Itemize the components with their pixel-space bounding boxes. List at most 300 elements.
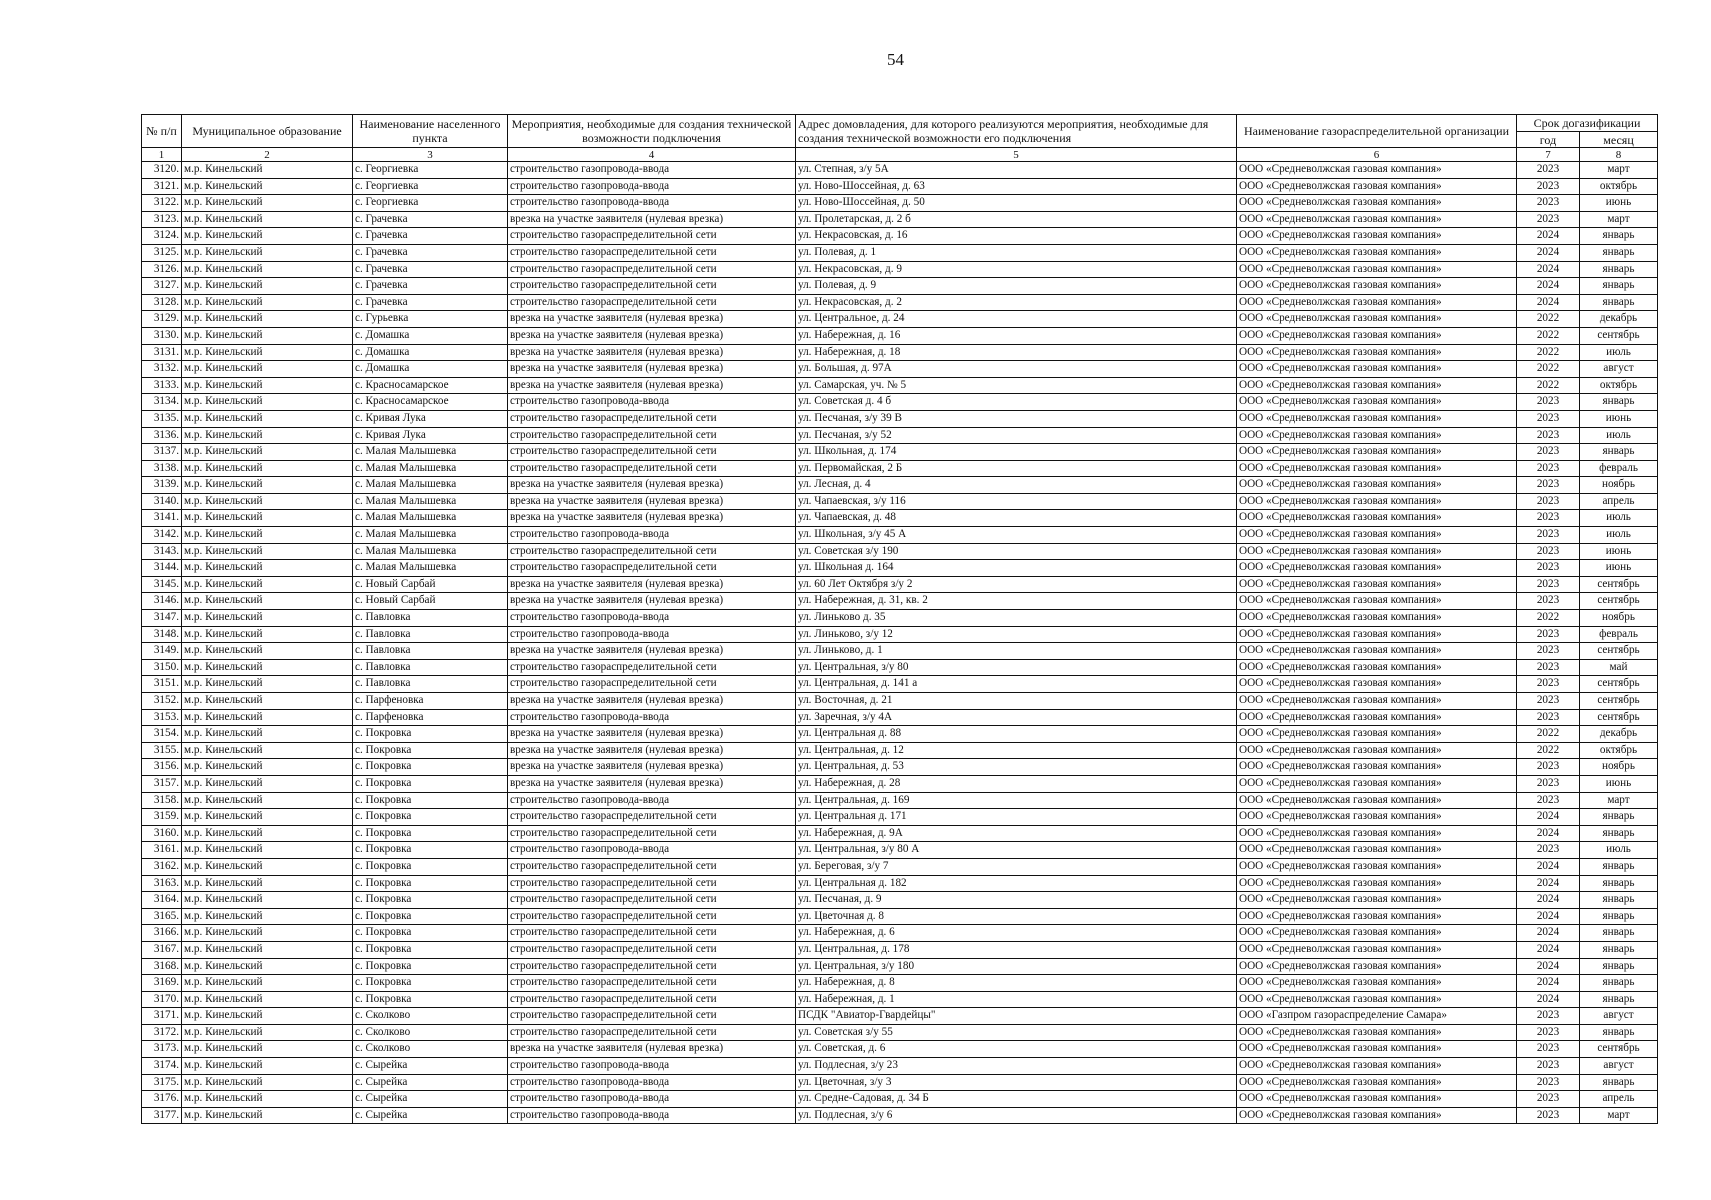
- year-cell: 2024: [1517, 261, 1580, 278]
- organization-cell: ООО «Средневолжская газовая компания»: [1237, 344, 1517, 361]
- address-cell: ул. Советская д. 4 б: [796, 394, 1237, 411]
- month-cell: август: [1580, 361, 1658, 378]
- row-number: 3124.: [142, 228, 182, 245]
- address-cell: ул. Лесная, д. 4: [796, 477, 1237, 494]
- organization-cell: ООО «Средневолжская газовая компания»: [1237, 327, 1517, 344]
- month-cell: январь: [1580, 1024, 1658, 1041]
- table-row: [142, 410, 1658, 427]
- table-row: [142, 659, 1658, 676]
- address-cell: ул. Центральная, д. 53: [796, 759, 1237, 776]
- organization-cell: ООО «Средневолжская газовая компания»: [1237, 444, 1517, 461]
- row-number: 3149.: [142, 643, 182, 660]
- settlement-cell: с. Покровка: [353, 925, 508, 942]
- table-row: [142, 875, 1658, 892]
- row-number: 3144.: [142, 560, 182, 577]
- year-cell: 2023: [1517, 709, 1580, 726]
- municipality-cell: м.р. Кинельский: [182, 278, 353, 295]
- municipality-cell: м.р. Кинельский: [182, 742, 353, 759]
- settlement-cell: с. Красносамарское: [353, 377, 508, 394]
- organization-cell: ООО «Средневолжская газовая компания»: [1237, 726, 1517, 743]
- row-number: 3131.: [142, 344, 182, 361]
- month-cell: июль: [1580, 344, 1658, 361]
- year-cell: 2023: [1517, 1058, 1580, 1075]
- table-row: [142, 643, 1658, 660]
- address-cell: ПСДК "Авиатор-Гвардейцы": [796, 1008, 1237, 1025]
- month-cell: июнь: [1580, 543, 1658, 560]
- year-cell: 2023: [1517, 593, 1580, 610]
- month-cell: октябрь: [1580, 178, 1658, 195]
- municipality-cell: м.р. Кинельский: [182, 991, 353, 1008]
- measure-cell: строительство газораспределительной сети: [508, 278, 796, 295]
- municipality-cell: м.р. Кинельский: [182, 908, 353, 925]
- year-cell: 2024: [1517, 991, 1580, 1008]
- row-number: 3176.: [142, 1091, 182, 1108]
- municipality-cell: м.р. Кинельский: [182, 162, 353, 179]
- year-cell: 2023: [1517, 410, 1580, 427]
- row-number: 3126.: [142, 261, 182, 278]
- month-cell: январь: [1580, 261, 1658, 278]
- settlement-cell: с. Домашка: [353, 361, 508, 378]
- organization-cell: ООО «Средневолжская газовая компания»: [1237, 825, 1517, 842]
- row-number: 3137.: [142, 444, 182, 461]
- measure-cell: строительство газораспределительной сети: [508, 294, 796, 311]
- municipality-cell: м.р. Кинельский: [182, 344, 353, 361]
- settlement-cell: с. Малая Малышевка: [353, 560, 508, 577]
- organization-cell: ООО «Средневолжская газовая компания»: [1237, 858, 1517, 875]
- municipality-cell: м.р. Кинельский: [182, 377, 353, 394]
- address-cell: ул. Советская з/у 55: [796, 1024, 1237, 1041]
- row-number: 3151.: [142, 676, 182, 693]
- measure-cell: врезка на участке заявителя (нулевая врезка): [508, 311, 796, 328]
- header-measures: Мероприятия, необходимые для создания технической возможности подключения: [508, 115, 796, 148]
- settlement-cell: с. Покровка: [353, 792, 508, 809]
- address-cell: ул. Центральная д. 182: [796, 875, 1237, 892]
- month-cell: июль: [1580, 842, 1658, 859]
- measure-cell: врезка на участке заявителя (нулевая врезка): [508, 759, 796, 776]
- address-cell: ул. Некрасовская, д. 16: [796, 228, 1237, 245]
- address-cell: ул. Полевая, д. 1: [796, 244, 1237, 261]
- table-row: [142, 925, 1658, 942]
- municipality-cell: м.р. Кинельский: [182, 858, 353, 875]
- header-settlement: Наименование населенного пункта: [353, 115, 508, 148]
- measure-cell: строительство газопровода-ввода: [508, 1107, 796, 1124]
- month-cell: сентябрь: [1580, 1041, 1658, 1058]
- address-cell: ул. Чапаевская, д. 48: [796, 510, 1237, 527]
- row-number: 3155.: [142, 742, 182, 759]
- year-cell: 2023: [1517, 560, 1580, 577]
- row-number: 3143.: [142, 543, 182, 560]
- municipality-cell: м.р. Кинельский: [182, 543, 353, 560]
- address-cell: ул. Цветочная д. 8: [796, 908, 1237, 925]
- municipality-cell: м.р. Кинельский: [182, 510, 353, 527]
- table-row: [142, 244, 1658, 261]
- settlement-cell: с. Кривая Лука: [353, 427, 508, 444]
- settlement-cell: с. Грачевка: [353, 228, 508, 245]
- address-cell: ул. Пролетарская, д. 2 б: [796, 211, 1237, 228]
- month-cell: январь: [1580, 394, 1658, 411]
- table-row: [142, 908, 1658, 925]
- row-number: 3123.: [142, 211, 182, 228]
- address-cell: ул. Центральная, д. 12: [796, 742, 1237, 759]
- year-cell: 2022: [1517, 361, 1580, 378]
- header-month: месяц: [1580, 132, 1658, 148]
- organization-cell: ООО «Газпром газораспределение Самара»: [1237, 1008, 1517, 1025]
- organization-cell: ООО «Средневолжская газовая компания»: [1237, 975, 1517, 992]
- row-number: 3164.: [142, 892, 182, 909]
- municipality-cell: м.р. Кинельский: [182, 693, 353, 710]
- measure-cell: строительство газораспределительной сети: [508, 975, 796, 992]
- month-cell: январь: [1580, 444, 1658, 461]
- measure-cell: строительство газораспределительной сети: [508, 244, 796, 261]
- organization-cell: ООО «Средневолжская газовая компания»: [1237, 410, 1517, 427]
- organization-cell: ООО «Средневолжская газовая компания»: [1237, 676, 1517, 693]
- month-cell: февраль: [1580, 626, 1658, 643]
- organization-cell: ООО «Средневолжская газовая компания»: [1237, 294, 1517, 311]
- measure-cell: строительство газораспределительной сети: [508, 444, 796, 461]
- organization-cell: ООО «Средневолжская газовая компания»: [1237, 908, 1517, 925]
- measure-cell: строительство газораспределительной сети: [508, 809, 796, 826]
- month-cell: июнь: [1580, 560, 1658, 577]
- address-cell: ул. Набережная, д. 18: [796, 344, 1237, 361]
- table-row: [142, 1008, 1658, 1025]
- municipality-cell: м.р. Кинельский: [182, 444, 353, 461]
- organization-cell: ООО «Средневолжская газовая компания»: [1237, 228, 1517, 245]
- row-number: 3175.: [142, 1074, 182, 1091]
- header-no: № п/п: [142, 115, 182, 148]
- table-row: [142, 344, 1658, 361]
- address-cell: ул. Большая, д. 97А: [796, 361, 1237, 378]
- year-cell: 2023: [1517, 626, 1580, 643]
- municipality-cell: м.р. Кинельский: [182, 294, 353, 311]
- column-number: 2: [182, 148, 353, 162]
- address-cell: ул. Центральное, д. 24: [796, 311, 1237, 328]
- organization-cell: ООО «Средневолжская газовая компания»: [1237, 560, 1517, 577]
- month-cell: март: [1580, 1107, 1658, 1124]
- year-cell: 2023: [1517, 759, 1580, 776]
- year-cell: 2023: [1517, 1041, 1580, 1058]
- municipality-cell: м.р. Кинельский: [182, 1074, 353, 1091]
- table-row: [142, 991, 1658, 1008]
- year-cell: 2024: [1517, 958, 1580, 975]
- year-cell: 2022: [1517, 344, 1580, 361]
- year-cell: 2023: [1517, 460, 1580, 477]
- month-cell: сентябрь: [1580, 593, 1658, 610]
- month-cell: январь: [1580, 809, 1658, 826]
- address-cell: ул. Центральная д. 171: [796, 809, 1237, 826]
- municipality-cell: м.р. Кинельский: [182, 361, 353, 378]
- address-cell: ул. Береговая, з/у 7: [796, 858, 1237, 875]
- measure-cell: строительство газораспределительной сети: [508, 543, 796, 560]
- table-row: [142, 278, 1658, 295]
- address-cell: ул. Восточная, д. 21: [796, 693, 1237, 710]
- measure-cell: строительство газораспределительной сети: [508, 1024, 796, 1041]
- year-cell: 2023: [1517, 1107, 1580, 1124]
- table-row: [142, 1074, 1658, 1091]
- municipality-cell: м.р. Кинельский: [182, 560, 353, 577]
- address-cell: ул. Центральная, д. 178: [796, 941, 1237, 958]
- table-row: [142, 460, 1658, 477]
- address-cell: ул. Заречная, з/у 4А: [796, 709, 1237, 726]
- row-number: 3127.: [142, 278, 182, 295]
- row-number: 3132.: [142, 361, 182, 378]
- address-cell: ул. Цветочная, з/у 3: [796, 1074, 1237, 1091]
- address-cell: ул. Полевая, д. 9: [796, 278, 1237, 295]
- organization-cell: ООО «Средневолжская газовая компания»: [1237, 576, 1517, 593]
- measure-cell: строительство газопровода-ввода: [508, 1091, 796, 1108]
- municipality-cell: м.р. Кинельский: [182, 726, 353, 743]
- municipality-cell: м.р. Кинельский: [182, 792, 353, 809]
- municipality-cell: м.р. Кинельский: [182, 211, 353, 228]
- municipality-cell: м.р. Кинельский: [182, 775, 353, 792]
- measure-cell: строительство газопровода-ввода: [508, 610, 796, 627]
- table-row: [142, 576, 1658, 593]
- year-cell: 2023: [1517, 576, 1580, 593]
- row-number: 3142.: [142, 527, 182, 544]
- table-row: [142, 1041, 1658, 1058]
- organization-cell: ООО «Средневолжская газовая компания»: [1237, 1058, 1517, 1075]
- address-cell: ул. Линьково д. 35: [796, 610, 1237, 627]
- row-number: 3163.: [142, 875, 182, 892]
- row-number: 3138.: [142, 460, 182, 477]
- month-cell: март: [1580, 162, 1658, 179]
- organization-cell: ООО «Средневолжская газовая компания»: [1237, 742, 1517, 759]
- month-cell: август: [1580, 1008, 1658, 1025]
- municipality-cell: м.р. Кинельский: [182, 759, 353, 776]
- measure-cell: врезка на участке заявителя (нулевая врезка): [508, 211, 796, 228]
- row-number: 3161.: [142, 842, 182, 859]
- organization-cell: ООО «Средневолжская газовая компания»: [1237, 1074, 1517, 1091]
- month-cell: сентябрь: [1580, 676, 1658, 693]
- municipality-cell: м.р. Кинельский: [182, 593, 353, 610]
- settlement-cell: с. Покровка: [353, 941, 508, 958]
- month-cell: январь: [1580, 1074, 1658, 1091]
- month-cell: апрель: [1580, 493, 1658, 510]
- year-cell: 2023: [1517, 693, 1580, 710]
- table-row: [142, 394, 1658, 411]
- table-row: [142, 842, 1658, 859]
- address-cell: ул. Самарская, уч. № 5: [796, 377, 1237, 394]
- measure-cell: строительство газораспределительной сети: [508, 908, 796, 925]
- measure-cell: врезка на участке заявителя (нулевая врезка): [508, 693, 796, 710]
- measure-cell: строительство газораспределительной сети: [508, 875, 796, 892]
- settlement-cell: с. Сколково: [353, 1041, 508, 1058]
- measure-cell: строительство газопровода-ввода: [508, 162, 796, 179]
- column-number: 4: [508, 148, 796, 162]
- year-cell: 2024: [1517, 875, 1580, 892]
- municipality-cell: м.р. Кинельский: [182, 659, 353, 676]
- row-number: 3174.: [142, 1058, 182, 1075]
- measure-cell: строительство газораспределительной сети: [508, 228, 796, 245]
- settlement-cell: с. Покровка: [353, 975, 508, 992]
- year-cell: 2022: [1517, 377, 1580, 394]
- row-number: 3165.: [142, 908, 182, 925]
- table-row: [142, 162, 1658, 179]
- measure-cell: строительство газораспределительной сети: [508, 560, 796, 577]
- month-cell: май: [1580, 659, 1658, 676]
- row-number: 3134.: [142, 394, 182, 411]
- address-cell: ул. Центральная, з/у 80: [796, 659, 1237, 676]
- settlement-cell: с. Гурьевка: [353, 311, 508, 328]
- table-row: [142, 543, 1658, 560]
- row-number: 3170.: [142, 991, 182, 1008]
- settlement-cell: с. Покровка: [353, 809, 508, 826]
- organization-cell: ООО «Средневолжская газовая компания»: [1237, 842, 1517, 859]
- measure-cell: строительство газораспределительной сети: [508, 925, 796, 942]
- month-cell: январь: [1580, 825, 1658, 842]
- measure-cell: врезка на участке заявителя (нулевая врезка): [508, 726, 796, 743]
- year-cell: 2023: [1517, 1024, 1580, 1041]
- address-cell: ул. Ново-Шоссейная, д. 50: [796, 195, 1237, 212]
- table-body: [142, 162, 1658, 1124]
- year-cell: 2024: [1517, 908, 1580, 925]
- municipality-cell: м.р. Кинельский: [182, 477, 353, 494]
- row-number: 3169.: [142, 975, 182, 992]
- municipality-cell: м.р. Кинельский: [182, 195, 353, 212]
- organization-cell: ООО «Средневолжская газовая компания»: [1237, 244, 1517, 261]
- row-number: 3166.: [142, 925, 182, 942]
- year-cell: 2023: [1517, 477, 1580, 494]
- address-cell: ул. Набережная, д. 16: [796, 327, 1237, 344]
- municipality-cell: м.р. Кинельский: [182, 825, 353, 842]
- municipality-cell: м.р. Кинельский: [182, 610, 353, 627]
- measure-cell: строительство газопровода-ввода: [508, 394, 796, 411]
- measure-cell: врезка на участке заявителя (нулевая врезка): [508, 510, 796, 527]
- address-cell: ул. Школьная, з/у 45 А: [796, 527, 1237, 544]
- address-cell: ул. Песчаная, з/у 39 В: [796, 410, 1237, 427]
- organization-cell: ООО «Средневолжская газовая компания»: [1237, 477, 1517, 494]
- year-cell: 2024: [1517, 925, 1580, 942]
- row-number: 3172.: [142, 1024, 182, 1041]
- month-cell: ноябрь: [1580, 610, 1658, 627]
- year-cell: 2023: [1517, 211, 1580, 228]
- organization-cell: ООО «Средневолжская газовая компания»: [1237, 659, 1517, 676]
- column-number: 6: [1237, 148, 1517, 162]
- address-cell: ул. Школьная, д. 174: [796, 444, 1237, 461]
- year-cell: 2023: [1517, 1008, 1580, 1025]
- year-cell: 2023: [1517, 792, 1580, 809]
- organization-cell: ООО «Средневолжская газовая компания»: [1237, 941, 1517, 958]
- municipality-cell: м.р. Кинельский: [182, 892, 353, 909]
- address-cell: ул. Центральная, д. 169: [796, 792, 1237, 809]
- year-cell: 2023: [1517, 162, 1580, 179]
- settlement-cell: с. Георгиевка: [353, 178, 508, 195]
- measure-cell: врезка на участке заявителя (нулевая врезка): [508, 477, 796, 494]
- table-row: [142, 228, 1658, 245]
- organization-cell: ООО «Средневолжская газовая компания»: [1237, 1041, 1517, 1058]
- settlement-cell: с. Покровка: [353, 842, 508, 859]
- table-row: [142, 1091, 1658, 1108]
- settlement-cell: с. Покровка: [353, 892, 508, 909]
- settlement-cell: с. Малая Малышевка: [353, 477, 508, 494]
- settlement-cell: с. Грачевка: [353, 278, 508, 295]
- month-cell: сентябрь: [1580, 643, 1658, 660]
- address-cell: ул. Советская, д. 6: [796, 1041, 1237, 1058]
- settlement-cell: с. Парфеновка: [353, 693, 508, 710]
- settlement-cell: с. Сырейка: [353, 1058, 508, 1075]
- measure-cell: строительство газораспределительной сети: [508, 427, 796, 444]
- year-cell: 2024: [1517, 975, 1580, 992]
- measure-cell: строительство газораспределительной сети: [508, 676, 796, 693]
- row-number: 3162.: [142, 858, 182, 875]
- year-cell: 2023: [1517, 1074, 1580, 1091]
- organization-cell: ООО «Средневолжская газовая компания»: [1237, 593, 1517, 610]
- municipality-cell: м.р. Кинельский: [182, 427, 353, 444]
- measure-cell: врезка на участке заявителя (нулевая врезка): [508, 377, 796, 394]
- measure-cell: строительство газораспределительной сети: [508, 825, 796, 842]
- organization-cell: ООО «Средневолжская газовая компания»: [1237, 643, 1517, 660]
- row-number: 3157.: [142, 775, 182, 792]
- municipality-cell: м.р. Кинельский: [182, 975, 353, 992]
- organization-cell: ООО «Средневолжская газовая компания»: [1237, 211, 1517, 228]
- month-cell: январь: [1580, 925, 1658, 942]
- measure-cell: врезка на участке заявителя (нулевая врезка): [508, 775, 796, 792]
- settlement-cell: с. Покровка: [353, 958, 508, 975]
- row-number: 3130.: [142, 327, 182, 344]
- row-number: 3121.: [142, 178, 182, 195]
- column-number: 8: [1580, 148, 1658, 162]
- settlement-cell: с. Павловка: [353, 610, 508, 627]
- row-number: 3159.: [142, 809, 182, 826]
- settlement-cell: с. Грачевка: [353, 294, 508, 311]
- table-row: [142, 676, 1658, 693]
- month-cell: июнь: [1580, 410, 1658, 427]
- address-cell: ул. Советская з/у 190: [796, 543, 1237, 560]
- municipality-cell: м.р. Кинельский: [182, 460, 353, 477]
- month-cell: апрель: [1580, 1091, 1658, 1108]
- address-cell: ул. Центральная д. 88: [796, 726, 1237, 743]
- row-number: 3158.: [142, 792, 182, 809]
- settlement-cell: с. Георгиевка: [353, 195, 508, 212]
- year-cell: 2023: [1517, 527, 1580, 544]
- settlement-cell: с. Малая Малышевка: [353, 493, 508, 510]
- table-row: [142, 311, 1658, 328]
- organization-cell: ООО «Средневолжская газовая компания»: [1237, 311, 1517, 328]
- organization-cell: ООО «Средневолжская газовая компания»: [1237, 527, 1517, 544]
- address-cell: ул. Подлесная, з/у 23: [796, 1058, 1237, 1075]
- month-cell: январь: [1580, 228, 1658, 245]
- settlement-cell: с. Покровка: [353, 825, 508, 842]
- month-cell: март: [1580, 211, 1658, 228]
- measure-cell: строительство газораспределительной сети: [508, 941, 796, 958]
- year-cell: 2024: [1517, 244, 1580, 261]
- year-cell: 2024: [1517, 228, 1580, 245]
- month-cell: сентябрь: [1580, 327, 1658, 344]
- address-cell: ул. Набережная, д. 1: [796, 991, 1237, 1008]
- settlement-cell: с. Павловка: [353, 659, 508, 676]
- row-number: 3125.: [142, 244, 182, 261]
- organization-cell: ООО «Средневолжская газовая компания»: [1237, 759, 1517, 776]
- organization-cell: ООО «Средневолжская газовая компания»: [1237, 693, 1517, 710]
- settlement-cell: с. Покровка: [353, 875, 508, 892]
- month-cell: сентябрь: [1580, 693, 1658, 710]
- month-cell: январь: [1580, 875, 1658, 892]
- settlement-cell: с. Малая Малышевка: [353, 460, 508, 477]
- year-cell: 2023: [1517, 195, 1580, 212]
- measure-cell: строительство газораспределительной сети: [508, 991, 796, 1008]
- address-cell: ул. Линьково, з/у 12: [796, 626, 1237, 643]
- measure-cell: строительство газораспределительной сети: [508, 892, 796, 909]
- table-row: [142, 211, 1658, 228]
- measure-cell: строительство газораспределительной сети: [508, 958, 796, 975]
- organization-cell: ООО «Средневолжская газовая компания»: [1237, 427, 1517, 444]
- municipality-cell: м.р. Кинельский: [182, 842, 353, 859]
- table-row: [142, 892, 1658, 909]
- row-number: 3150.: [142, 659, 182, 676]
- month-cell: декабрь: [1580, 311, 1658, 328]
- column-number: 3: [353, 148, 508, 162]
- row-number: 3160.: [142, 825, 182, 842]
- month-cell: февраль: [1580, 460, 1658, 477]
